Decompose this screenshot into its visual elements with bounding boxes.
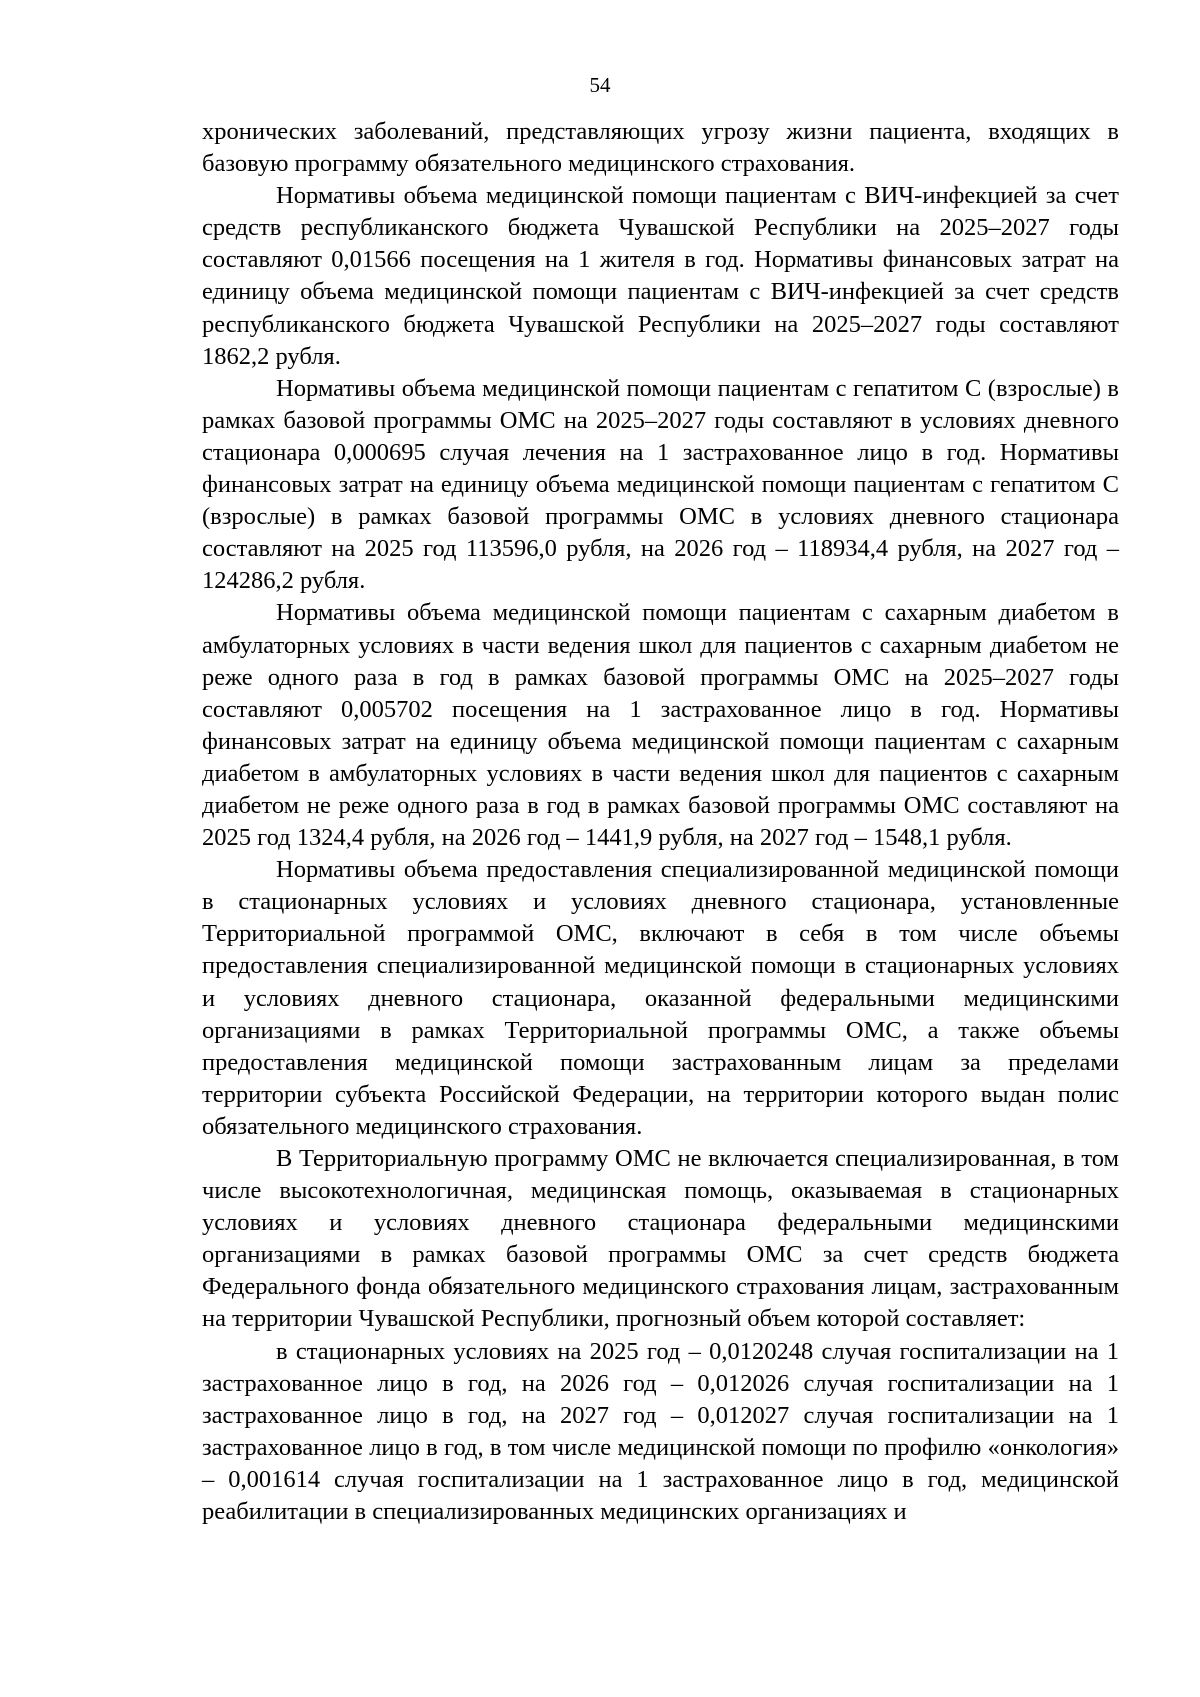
paragraph-hiv-norms: Нормативы объема медицинской помощи пациентам с ВИЧ-инфекцией за счет средств республиканского бюджета Чувашской Республики на 2025–2027 годы составляют 0,01566 посещения на 1 жителя в год. Нормативы финансовых затрат на единицу объема медицинской помощи пациентам с ВИЧ-инфекцией за счет средств республиканского бюджета Чувашской Республики на 2025–2027 годы составляют 1862,2 рубля. [202,182,1119,370]
document-body [202,116,1119,1528]
paragraph-inpatient-volumes: в стационарных условиях на 2025 год – 0,0120248 случая госпитализации на 1 застрахованное лицо в год, на 2026 год – 0,012026 случая госпитализации на 1 застрахованное лицо в год, на 2027 год – 0,012027 случая госпитализации на 1 застрахованное лицо в год, в том числе медицинской помощи по профилю «онкология» – 0,001614 случая госпитализации на 1 застрахованное лицо в год, медицинской реабилитации в специализированных медицинских организациях и [202,1337,1119,1526]
paragraph-continuation: хронических заболеваний, представляющих угрозу жизни пациента, входящих в базовую программу обязательного медицинского страхования. [202,118,1119,178]
page-number: 54 [589,73,611,97]
paragraph-excluded-care: В Территориальную программу ОМС не включается специализированная, в том числе высокотехнологичная, медицинская помощь, оказываемая в стационарных условиях и условиях дневного стационара федеральными медицинскими организациями в рамках базовой программы ОМС за счет средств бюджета Федерального фонда обязательного медицинского страхования лицам, застрахованным на территории Чувашской Республики, прогнозный объем которой составляет: [202,1145,1119,1333]
paragraph-diabetes-norms: Нормативы объема медицинской помощи пациентам с сахарным диабетом в амбулаторных условиях в части ведения школ для пациентов с сахарным диабетом не реже одного раза в год в рамках базовой программы ОМС на 2025–2027 годы составляют 0,005702 посещения на 1 застрахованное лицо в год. Нормативы финансовых затрат на единицу объема медицинской помощи пациентам с сахарным диабетом в амбулаторных условиях в части ведения школ для пациентов с сахарным диабетом не реже одного раза в год в рамках базовой программы ОМС составляют на 2025 год 1324,4 рубля, на 2026 год – 1441,9 рубля, на 2027 год – 1548,1 рубля. [202,599,1119,852]
paragraph-hepatitis-norms: Нормативы объема медицинской помощи пациентам с гепатитом С (взрослые) в рамках базовой программы ОМС на 2025–2027 годы составляют в условиях дневного стационара 0,000695 случая лечения на 1 застрахованное лицо в год. Нормативы финансовых затрат на единицу объема медицинской помощи пациентам с гепатитом С (взрослые) в рамках базовой программы ОМС в условиях дневного стационара составляют на 2025 год 113596,0 рубля, на 2026 год – 118934,4 рубля, на 2027 год – 124286,2 рубля. [202,374,1119,595]
paragraph-specialized-care: Нормативы объема предоставления специализированной медицинской помощи в стационарных условиях и условиях дневного стационара, установленные Территориальной программой ОМС, включают в себя в том числе объемы предоставления специализированной медицинской помощи в стационарных условиях и условиях дневного стационара, оказанной федеральными медицинскими организациями в рамках Территориальной программы ОМС, а также объемы предоставления медицинской помощи застрахованным лицам за пределами территории субъекта Российской Федерации, на территории которого выдан полис обязательного медицинского страхования. [202,856,1119,1140]
